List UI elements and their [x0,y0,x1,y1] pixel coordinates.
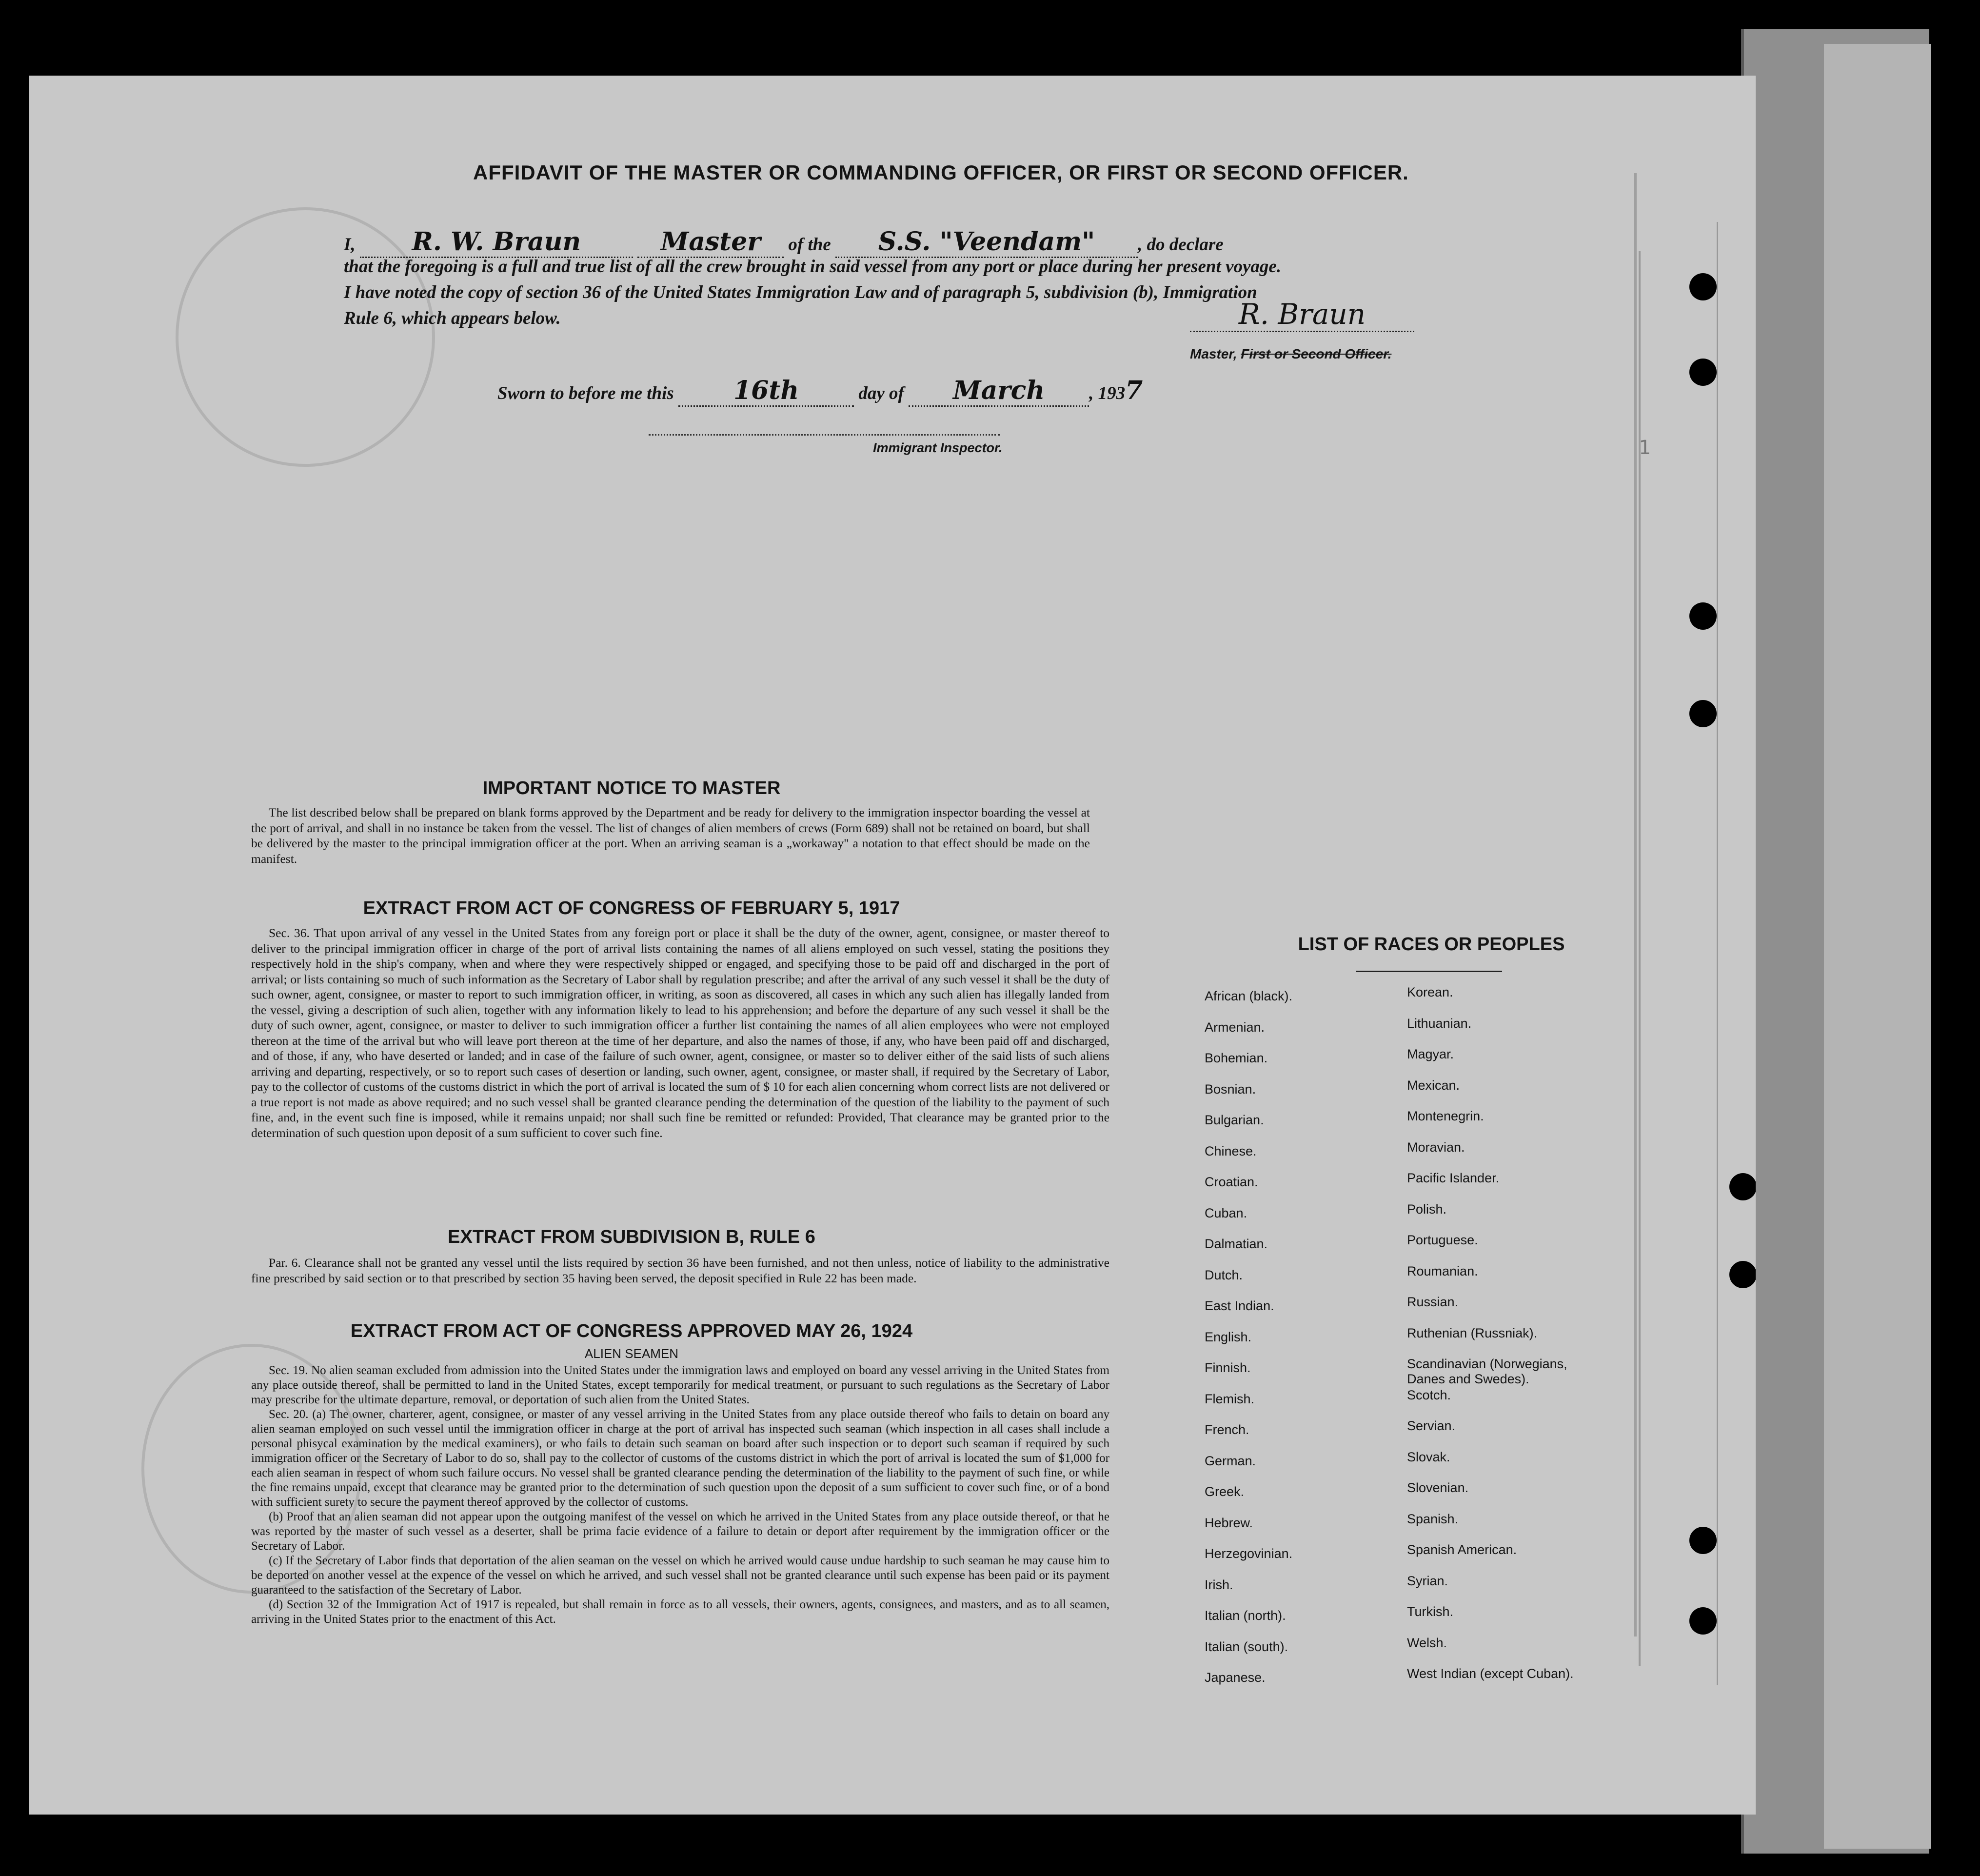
race-item: Armenian. [1205,1019,1265,1035]
inspector-signature-line [649,434,1000,436]
sec-20a-paragraph: Sec. 20. (a) The owner, charterer, agent, consignee, or master of any vessel arriving in the United States from any place outside thereof who fails to detain on board any alien seaman employed on such vessel until the immigration officer in charge at the port of arrival has inspected such seaman (which inspection in all cases shall include a personal phisycal examination by the medical examiners), or who fails to detain such seaman on board after such inspection or to deport such seaman if required by such immigration officer or the Secretary of Labor to do so, shall pay to the collector of customs of the customs district in which the port of arrival is located the sum of $1,000 for each alien seaman in respect of whom such failure occurs. No vessel shall be granted clearance pending the determination of the liability to the payment of such fine, or while the fine remains unpaid, except that clearance may be granted prior to the determination of such question upon the deposit of a sum sufficient to cover such fine, or of a bond with sufficient surety to secure the payment thereof approved by the collector of customs. [251,1408,1109,1509]
race-item: Russian. [1407,1295,1459,1309]
race-item: Servian. [1407,1418,1456,1433]
year-suffix: 7 [1125,376,1143,405]
race-item: Lithuanian. [1407,1016,1472,1031]
year-prefix: , 193 [1089,383,1126,403]
race-item: Bosnian. [1205,1081,1256,1097]
race-item: Polish. [1407,1201,1447,1217]
race-item: Turkish. [1407,1604,1454,1619]
race-item: Slovak. [1407,1449,1450,1464]
race-item: Hebrew. [1205,1515,1253,1530]
sworn-line [497,376,1143,407]
race-item: Ruthenian (Russniak). [1407,1325,1538,1340]
race-item: Italian (north). [1205,1608,1286,1623]
affidavit-text-line: Rule 6, which appears below. [344,308,561,328]
sec-19-paragraph: Sec. 19. No alien seaman excluded from admission into the United States under the immigration laws and employed on board any vessel arriving in the United States from any place outside thereof, shall be permitted to land in the United States, except temporarily for medical treatment, or pursuant to such regulations as the Secretary of Labor may prescribe for the ultimate departure, removal, or deportation of such alien from the United States. [251,1364,1109,1406]
race-item: Irish. [1205,1577,1233,1592]
race-item: Syrian. [1407,1573,1448,1588]
race-item: Magyar. [1407,1047,1454,1061]
punch-hole [1689,273,1717,300]
bleed-through-rule [1634,173,1637,1637]
caption-master: Master, [1190,346,1237,361]
sworn-label: Sworn to before me this [497,383,674,403]
master-signature: R. Braun [1238,298,1366,331]
rank-field: Master [637,227,784,258]
sec-20c-paragraph: (c) If the Secretary of Labor finds that deportation of the alien seaman on the vessel on which he arrived would cause undue hardship to such seaman he may cause him to be deported on another vessel at the expence of the vessel on which he arrived, and such vessel shall not be granted clearance until such expense has been paid or its payment guaranteed to the satisfaction of the Secretary of Labor. [251,1554,1109,1597]
race-item: Spanish. [1407,1511,1459,1526]
race-item: Japanese. [1205,1670,1266,1685]
race-item: Spanish American. [1407,1542,1517,1557]
caption-struck-officer: First or Second Officer. [1241,346,1392,361]
race-item: Finnish. [1205,1360,1251,1375]
race-item: Bulgarian. [1205,1113,1264,1127]
affidavit-declaration-line: I, R. W. Braun Master of the S.S. "Veendam" , do declare [344,227,1224,258]
notice-title: IMPORTANT NOTICE TO MASTER [482,778,781,798]
section-36-paragraph: Sec. 36. That upon arrival of any vessel in the United States from any foreign port or place it shall be the duty of the owner, agent, consignee, or master thereof to deliver to the principal immigration officer in charge of the port of arrival lists containing the names of all aliens employed on such vessel, stating the positions they respectively hold in the ship's company, when and where they were respectively shipped or engaged, and specifying those to be paid off and discharged in the port of arrival; or lists containing so much of such information as the Secretary of Labor shall by regulation prescribe; and after the arrival of any such vessel it shall be the duty of such owner, agent, consignee, or master to report to such immigration officer, in writing, as soon as discovered, all cases in which any such alien has illegally landed from the vessel, giving a description of such alien, together with any information likely to lead to his apprehension; and before the departure of any such vessel it shall be the duty of such owner, agent, consignee, or master to deliver to such immigration officer a further list containing the names of all alien employees who were not employed thereon at the time of the arrival but who will leave port thereon at the time of her departure, and also the names of those, if any, who have been paid off and discharged, and of those, if any, who have deserted or landed; and in case of the failure of such owner, agent, consignee, or master so to deliver either of the said lists of such aliens arriving and departing, respectively, or so to report such cases of desertion or landing, such owner, agent, consignee, or master shall, if required by the Secretary of Labor, pay to the collector of customs of the customs district in which the port of arrival is located the sum of $ 10 for each alien concerning whom correct lists are not delivered or a true report is not made as above required; and no such vessel shall be granted clearance pending the determination of the question of the liability to the payment of such fine, and, in the event such fine is imposed, while it remains unpaid; nor shall such fine be remitted or refunded: Provided, That clearance may be granted prior to the determination of such question upon deposit of a sum sufficient to cover such fine. [251,926,1109,1140]
do-declare-label: do declare [1147,235,1224,255]
par-6-paragraph: Par. 6. Clearance shall not be granted any vessel until the lists required by section 36 have been furnished, and not then unless, notice of liability to the administrative fine prescribed by said section or to that prescribed by section 35 having been served, the deposit specified in Rule 22 has been made. [251,1256,1109,1285]
background-sheet-edge [1824,44,1931,1849]
race-item: Slovenian. [1407,1480,1469,1495]
race-item: Pacific Islander. [1407,1171,1500,1185]
race-item: Portuguese. [1407,1233,1478,1247]
punch-hole [1689,602,1717,630]
race-item: Chinese. [1205,1143,1257,1158]
bleed-through-column [1717,222,1747,1685]
extract-1917-text [251,925,1109,1140]
alien-seamen-subtitle: ALIEN SEAMEN [584,1346,679,1361]
extract-1924-text [251,1363,1109,1627]
race-item: Italian (south). [1205,1639,1288,1654]
race-item: English. [1205,1329,1252,1344]
sec-20d-paragraph: (d) Section 32 of the Immigration Act of 1917 is repealed, but shall remain in force as to all vessels, their owners, agents, consignees, and masters, and as to all seamen, arriving in the United States prior to the enactment of this Act. [251,1598,1109,1626]
race-item: West Indian (except Cuban). [1407,1666,1574,1681]
extract-1924-title: EXTRACT FROM ACT OF CONGRESS APPROVED MAY 26, 1924 [350,1321,913,1341]
punch-hole [1729,1261,1756,1288]
affidavit-text-line: I have noted the copy of section 36 of the United States Immigration Law and of paragraph 5, subdivision (b), Immigration [344,282,1257,302]
bleed-through-numbers: 1 [1639,437,1651,459]
notice-text [251,805,1090,866]
document-page [29,76,1756,1815]
race-item: Herzegovinian. [1205,1546,1293,1561]
vessel-name-field: S.S. "Veendam" [835,227,1138,258]
race-item: German. [1205,1453,1256,1468]
race-item: East Indian. [1205,1298,1274,1313]
notice-paragraph: The list described below shall be prepared on blank forms approved by the Department and be ready for delivery to the immigration inspector boarding the vessel at the port of arrival, and shall in no instance be taken from the vessel. The list of changes of alien members of crews (Form 689) shall not be retained on board, but shall be delivered by the master to the principal immigration officer at the port. When an arriving seaman is a „workaway" a notation to that effect should be made on the manifest. [251,805,1090,866]
race-item: Montenegrin. [1407,1109,1484,1123]
race-item: Bohemian. [1205,1051,1268,1065]
race-item: Dalmatian. [1205,1237,1268,1251]
affidavit-title: AFFIDAVIT OF THE MASTER OR COMMANDING OFFICER, OR FIRST OR SECOND OFFICER. [473,161,1409,184]
inspector-caption: Immigrant Inspector. [873,440,1003,455]
punch-hole [1689,700,1717,727]
race-item: Dutch. [1205,1267,1243,1282]
race-item: African (black). [1205,989,1293,1003]
race-item: Roumanian. [1407,1263,1478,1278]
master-name-field: R. W. Braun [360,227,633,258]
race-item: Mexican. [1407,1078,1460,1093]
sworn-month-field: March [909,376,1089,407]
rule-6-title: EXTRACT FROM SUBDIVISION B, RULE 6 [448,1227,815,1247]
race-item: Greek. [1205,1484,1245,1499]
race-item: Scotch. [1407,1387,1451,1402]
affidavit-i: I, [344,235,356,255]
signature-line [1190,298,1414,332]
race-item: Welsh. [1407,1635,1447,1650]
extract-1917-title: EXTRACT FROM ACT OF CONGRESS OF FEBRUARY 5, 1917 [363,898,900,918]
punch-hole [1729,1173,1756,1200]
race-item: Scandinavian (Norwegians, Danes and Swedes). [1407,1357,1567,1386]
affidavit-text-line: that the foregoing is a full and true list of all the crew brought in said vessel from any port or place during her present voyage. [344,257,1282,277]
sec-20b-paragraph: (b) Proof that an alien seaman did not appear upon the outgoing manifest of the vessel on which he arrived in the United States from any place outside thereof, or that he was reported by the master of such vessel as a deserter, shall be prima facie evidence of a failure to detain or deport after requirement by the immigration officer or the Secretary of Labor. [251,1510,1109,1553]
of-the-label: of the [788,235,831,255]
race-item: Croatian. [1205,1175,1258,1189]
rule-6-text [251,1255,1109,1286]
punch-hole [1689,1607,1717,1635]
race-item: Moravian. [1407,1139,1465,1155]
race-item: Cuban. [1205,1205,1247,1220]
sworn-day-field: 16th [678,376,854,407]
race-item: Flemish. [1205,1391,1255,1406]
signature-caption [1190,346,1391,362]
races-title-rule [1356,971,1502,972]
punch-hole [1689,1527,1717,1554]
races-title: LIST OF RACES OR PEOPLES [1298,934,1565,955]
punch-hole [1689,359,1717,386]
race-item: Korean. [1407,985,1453,999]
day-of-label: day of [858,383,904,403]
race-item: French. [1205,1422,1249,1437]
